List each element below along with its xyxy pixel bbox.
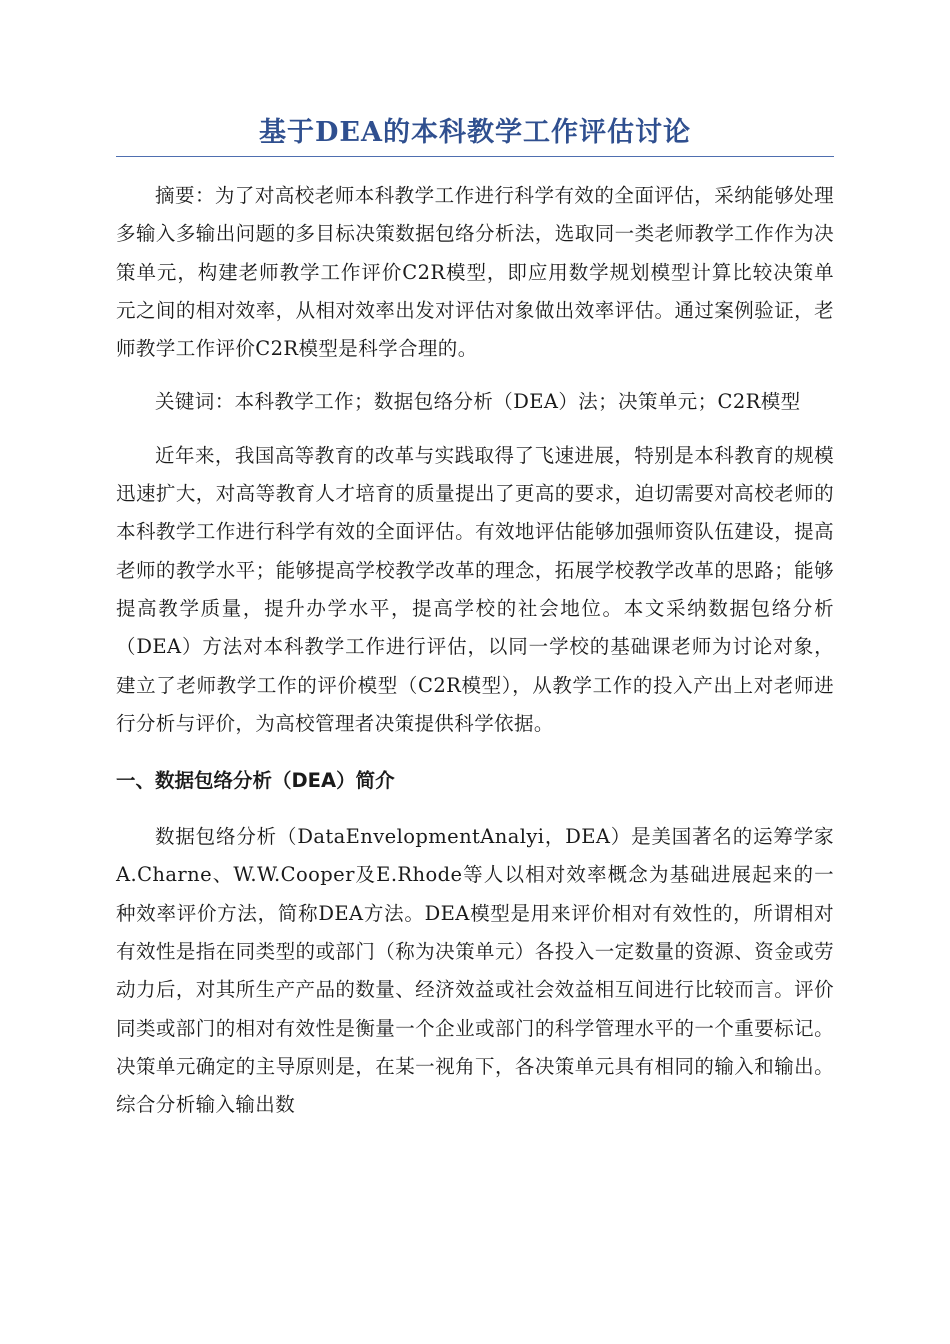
title-underline xyxy=(116,156,834,157)
dea-intro-paragraph: 数据包络分析（DataEnvelopmentAnalyi，DEA）是美国著名的运筹学家A.Charne、W.W.Cooper及E.Rhode等人以相对效率概念为基础进展起来的一种效率评价方法，简称DEA方法。DEA模型是用来评价相对有效性的，所谓相对有效性是指在同类型的或部门（称为决策单元）各投入一定数量的资源、资金或劳动力后，对其所生产产品的数量、经济效益或社会效益相互间进行比较而言。评价同类或部门的相对有效性是衡量一个企业或部门的科学管理水平的一个重要标记。决策单元确定的主导原则是，在某一视角下，各决策单元具有相同的输入和输出。综合分析输入输出数 xyxy=(116,825,834,1117)
section-heading-dea-intro: 一、数据包络分析（DEA）简介 xyxy=(116,769,395,793)
keywords-paragraph: 关键词：本科教学工作；数据包络分析（DEA）法；决策单元；C2R模型 xyxy=(155,390,801,414)
document-page xyxy=(116,112,834,1125)
document-title: 基于DEA的本科教学工作评估讨论 xyxy=(259,117,691,148)
intro-paragraph: 近年来，我国高等教育的改革与实践取得了飞速进展，特别是本科教育的规模迅速扩大，对高等教育人才培育的质量提出了更高的要求，迫切需要对高校老师的本科教学工作进行科学有效的全面评估。有效地评估能够加强师资队伍建设，提高老师的教学水平；能够提高学校教学改革的理念，拓展学校教学改革的思路；能够提高教学质量，提升办学水平，提高学校的社会地位。本文采纳数据包络分析（DEA）方法对本科教学工作进行评估，以同一学校的基础课老师为讨论对象，建立了老师教学工作的评价模型（C2R模型），从教学工作的投入产出上对老师进行分析与评价，为高校管理者决策提供科学依据。 xyxy=(116,443,834,735)
abstract-paragraph: 摘要：为了对高校老师本科教学工作进行科学有效的全面评估，采纳能够处理多输入多输出问题的多目标决策数据包络分析法，选取同一类老师教学工作作为决策单元，构建老师教学工作评价C2R模型，即应用数学规划模型计算比较决策单元之间的相对效率，从相对效率出发对评估对象做出效率评估。通过案例验证，老师教学工作评价C2R模型是科学合理的。 xyxy=(116,184,834,361)
